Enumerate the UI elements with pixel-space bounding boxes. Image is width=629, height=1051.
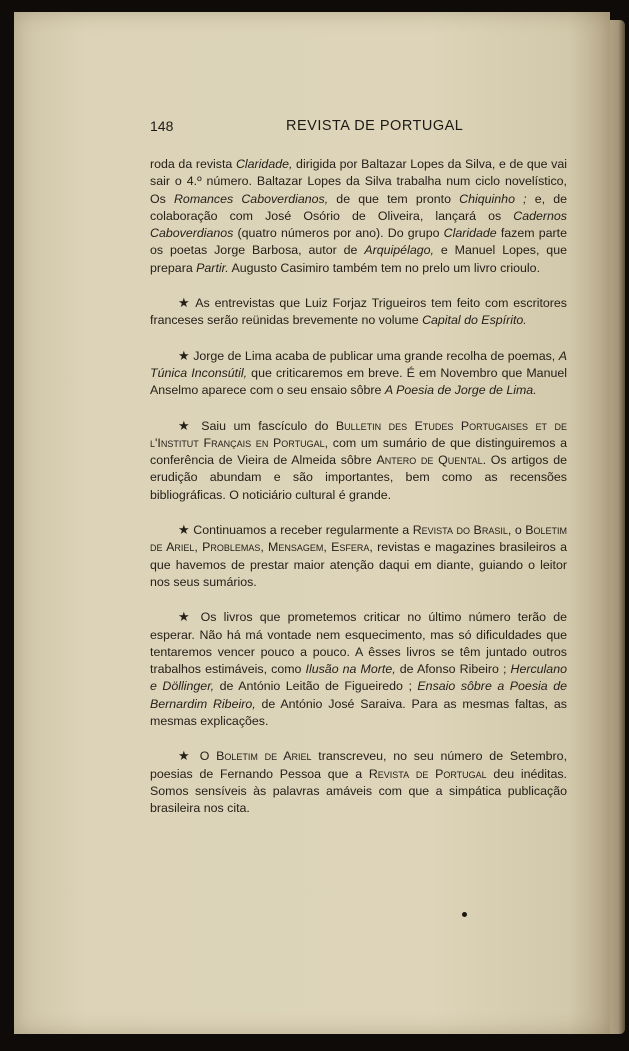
news-item-bulletin: ★ Saiu um fascículo do Bulletin des Etudes Portugaises et de l'Institut Français en Portugal, com um sumário de que distinguiremos a conferência de Vieira de Almeida sôbre Antero de Quental. Os artigos de erudição abundam e são importantes, bem como as recensões bibliográficas. O noticiário cultural é grande. (150, 417, 568, 502)
paragraph-continuation: roda da revista Claridade, dirigida por Baltazar Lopes da Silva, e de que vai sair o 4.º número. Baltazar Lopes da Silva trabalha num ciclo novelístico, Os Romances Caboverdianos, de que tem pronto Chiquinho ; e, de colaboração com José Osório de Oliveira, lançará os Cadernos Caboverdianos (quatro números por ano). Do grupo Claridade fazem parte os poetas Jorge Barbosa, autor de Arquipélago, e Manuel Lopes, que prepara Partir. Augusto Casimiro também tem no prelo um livro crioulo. (150, 157, 568, 275)
news-item-entrevistas: ★ As entrevistas que Luiz Forjaz Trigueiros tem feito com escritores franceses serão reünidas brevemente no volume Capital do Espírito. (150, 295, 567, 328)
running-head: REVISTA DE PORTUGAL (286, 118, 464, 134)
star-bullet-icon: ★ (178, 748, 193, 764)
news-item-jorge-de-lima: ★ Jorge de Lima acaba de publicar uma grande recolha de poemas, A Túnica Inconsútil, que criticaremos em breve. É em Novembro que Manuel Anselmo aparece com o seu ensaio sôbre A Poesia de Jorge de Lima. (150, 347, 568, 398)
article-body (150, 156, 567, 818)
ink-speck (462, 912, 467, 917)
star-bullet-icon: ★ (178, 522, 190, 538)
news-item-boletim-de-ariel: ★ O Boletim de Ariel transcreveu, no seu número de Setembro, poesias de Fernando Pessoa que a Revista de Portugal deu inéditas. Somos sensíveis às palavras amáveis com que a simpática publicação brasileira nos cita. (150, 748, 568, 816)
star-bullet-icon: ★ (178, 609, 194, 625)
news-item-livros: ★ Os livros que prometemos criticar no último número terão de esperar. Não há má vontade nem esquecimento, mas só dificuldades que tentaremos vencer pouco a pouco. A êsses livros se têm juntado outros trabalhos estimáveis, como Ilusão na Morte, de Afonso Ribeiro ; Herculano e Döllinger, de António Leitão de Figueiredo ; Ensaio sôbre a Poesia de Bernardim Ribeiro, de António José Saraiva. Para as mesmas faltas, as mesmas explicações. (150, 609, 568, 729)
star-bullet-icon: ★ (178, 417, 194, 433)
news-item-revistas-brasileiras: ★ Continuamos a receber regularmente a Revista do Brasil, o Boletim de Ariel, Problemas, Mensagem, Esfera, revistas e magazines brasileiros a que havemos de prestar maior atenção daqui em diante, guiando o leitor nos seus sumários. (150, 522, 568, 589)
star-bullet-icon: ★ (178, 295, 192, 311)
star-bullet-icon: ★ (178, 347, 190, 363)
page-number: 148 (150, 118, 174, 134)
page-header (150, 118, 570, 136)
